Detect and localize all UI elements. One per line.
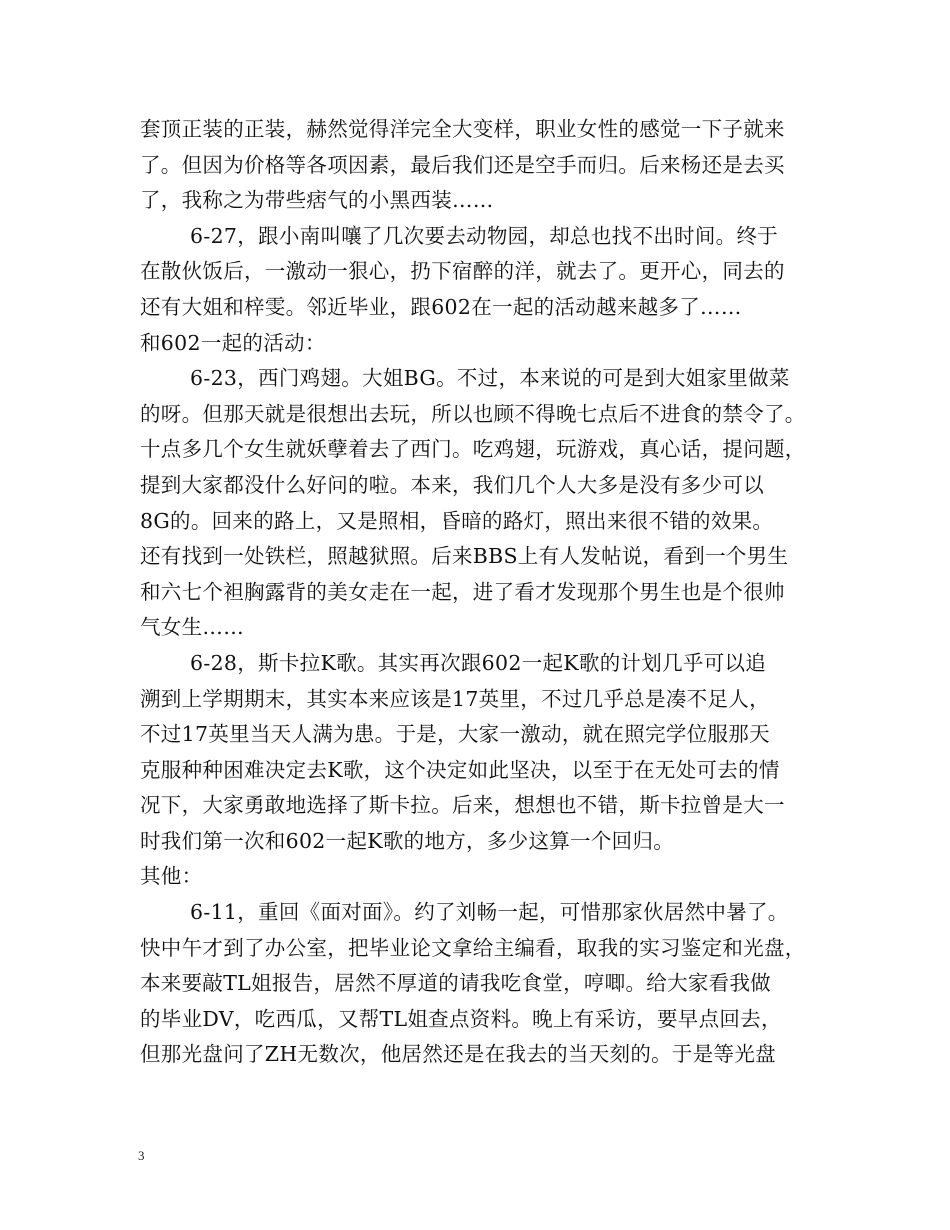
text-line: 的毕业DV，吃西瓜，又帮TL姐查点资料。晚上有采访，要早点回去， <box>140 1006 782 1031</box>
text-line: 6-28，斯卡拉K歌。其实再次跟602一起K歌的计划几乎可以追 <box>190 650 767 675</box>
text-line: 8G的。回来的路上，又是照相，昏暗的路灯，照出来很不错的效果。 <box>140 508 774 533</box>
text-line: 克服种种困难决定去K歌，这个决定如此坚决，以至于在无处可去的情 <box>140 757 780 782</box>
text-line: 了，我称之为带些痞气的小黑西装…… <box>140 188 494 213</box>
text-line: 提到大家都没什么好问的啦。本来，我们几个人大多是没有多少可以 <box>140 472 764 497</box>
text-line: 和602一起的活动： <box>140 330 326 355</box>
text-line: 了。但因为价格等各项因素，最后我们还是空手而归。后来杨还是去买 <box>140 152 785 177</box>
text-line: 不过17英里当天人满为患。于是，大家一激动，就在照完学位服那天 <box>140 722 770 747</box>
text-line: 时我们第一次和602一起K歌的地方，多少这算一个回归。 <box>140 828 675 853</box>
text-line: 还有找到一处铁栏，照越狱照。后来BBS上有人发帖说，看到一个男生 <box>140 544 789 569</box>
text-line: 本来要敲TL姐报告，居然不厚道的请我吃食堂，哼唧。给大家看我做 <box>140 971 772 996</box>
text-line: 在散伙饭后，一激动一狠心，扔下宿醉的洋，就去了。更开心，同去的 <box>140 259 785 284</box>
body-text <box>140 112 830 1073</box>
text-line: 快中午才到了办公室，把毕业论文拿给主编看，取我的实习鉴定和光盘， <box>140 935 806 960</box>
text-line: 但那光盘问了ZH无数次，他居然还是在我去的当天刻的。于是等光盘 <box>140 1042 776 1067</box>
text-line: 十点多几个女生就妖孽着去了西门。吃鸡翅，玩游戏，真心话，提问题， <box>140 437 806 462</box>
text-line: 还有大姐和梓雯。邻近毕业，跟602在一起的活动越来越多了…… <box>140 294 742 319</box>
text-line: 6-23，西门鸡翅。大姐BG。不过，本来说的可是到大姐家里做菜 <box>190 366 790 391</box>
text-line: 6-11，重回《面对面》。约了刘畅一起，可惜那家伙居然中暑了。 <box>190 900 789 925</box>
text-line: 其他： <box>140 864 203 889</box>
text-line: 溯到上学期期末，其实本来应该是17英里，不过几乎总是凑不足人， <box>140 686 770 711</box>
text-line: 况下，大家勇敢地选择了斯卡拉。后来，想想也不错，斯卡拉曾是大一 <box>140 793 785 818</box>
text-line: 6-27，跟小南叫嚷了几次要去动物园，却总也找不出时间。终于 <box>190 223 779 248</box>
page-number: 3 <box>138 1148 145 1163</box>
text-line: 套顶正装的正装，赫然觉得洋完全大变样，职业女性的感觉一下子就来 <box>140 117 785 141</box>
text-line: 的呀。但那天就是很想出去玩，所以也顾不得晚七点后不进食的禁令了。 <box>140 401 806 426</box>
text-line: 气女生…… <box>140 615 244 640</box>
text-line: 和六七个袒胸露背的美女走在一起，进了看才发现那个男生也是个很帅 <box>140 579 785 604</box>
